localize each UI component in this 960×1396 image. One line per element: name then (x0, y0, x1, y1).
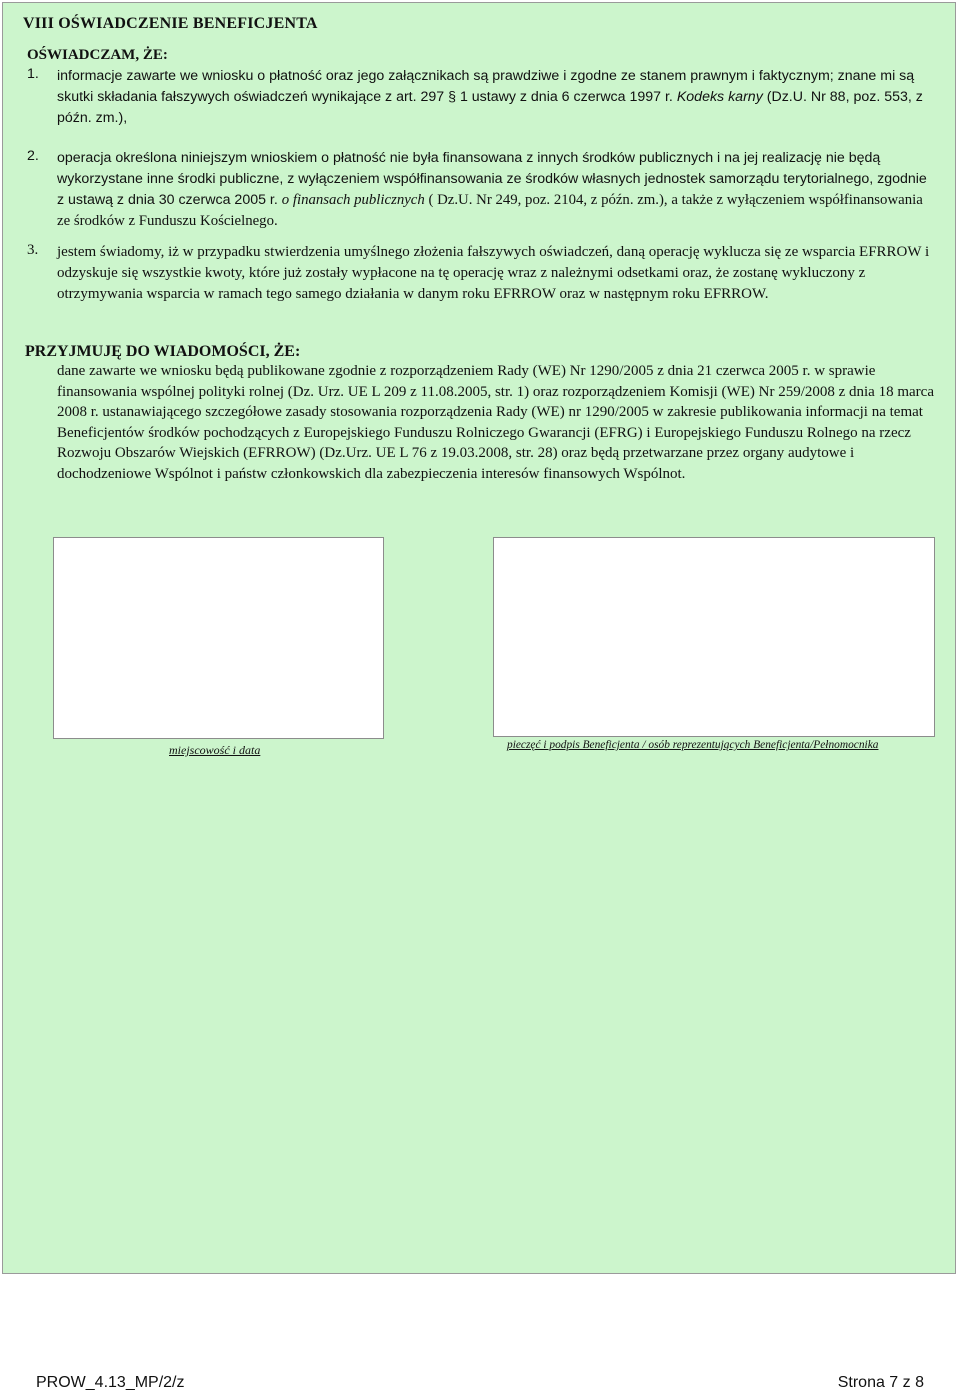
section-title: VIII OŚWIADCZENIE BENEFICJENTA (23, 15, 318, 32)
page-number: Strona 7 z 8 (837, 1374, 924, 1391)
statute-title: Kodeks karny (676, 89, 763, 105)
place-date-field[interactable] (53, 537, 384, 739)
acknowledgement-text: dane zawarte we wniosku będą publikowane zgodnie z rozporządzeniem Rady (WE) Nr 1290/2005 z dnia 21 czerwca 2005 r. w sprawie finansowania wspólnej polityki rolnej (Dz. Urz. UE L 209 z 11.08.2005, str. 1) oraz rozporządzeniem Komisji (WE) Nr 259/2008 z dnia 18 marca 2008 r. ustanawiającego szczegółowe zasady stosowania rozporządzenia Rady (WE) nr 1290/2005 w zakresie publikowania informacji na temat Beneficjentów środków pochodzących z Europejskiego Funduszu Rolniczego Gwarancji (EFRG) i Europejskiego Funduszu Rolnego na rzecz Rozwoju Obszarów Wiejskich (EFRROW) (Dz.Urz. UE L 76 z 19.03.2008, str. 28) oraz będą przetwarzane przez organy audytowe i dochodzeniowe Wspólnot i państw członkowskich dla zabezpieczenia interesów finansowych Wspólnot. (57, 363, 934, 482)
acknowledgement-heading: PRZYJMUJĘ DO WIADOMOŚCI, ŻE: (25, 343, 301, 360)
item-number-3: 3. (27, 242, 39, 258)
declaration-panel (2, 2, 956, 1274)
signature-label: pieczęć i podpis Beneficjenta / osób reprezentujących Beneficjenta/Pełnomocnika (507, 739, 879, 751)
item-number-2: 2. (27, 148, 39, 164)
declaration-item-3: jestem świadomy, iż w przypadku stwierdzenia umyślnego złożenia fałszywych oświadczeń, daną operację wyklucza się ze wsparcia EFRROW i odzyskuje się wszystkie kwoty, które już zostały wypłacone na tę operację wraz z należnymi odsetkami oraz, że zostanę wykluczony z otrzymywania wsparcia w ramach tego samego działania w danym roku EFRROW oraz w następnym roku EFRROW. (57, 244, 930, 302)
declaration-item-1: informacje zawarte we wniosku o płatność oraz jego załącznikach są prawdziwe i zgodne ze stanem prawnym i faktycznym; znane mi są skutki składania fałszywych oświadczeń wynikające z art. 297 § 1 ustawy z dnia 6 czerwca 1997 r. Kodeks karny (Dz.U. Nr 88, poz. 553, z późn. zm.), (57, 68, 923, 126)
signature-field[interactable] (493, 537, 935, 737)
item-number-1: 1. (27, 66, 39, 82)
form-code: PROW_4.13_MP/2/z (36, 1374, 185, 1391)
place-date-label: miejscowość i data (169, 743, 261, 757)
declaration-item-2: operacja określona niniejszym wnioskiem o płatność nie była finansowana z innych środków publicznych i na jej realizację nie będą wykorzystane inne środki publiczne, z wyłączeniem współfinansowania ze środków własnych jednostek samorządu terytorialnego, zgodnie z ustawą z dnia 30 czerwca 2005 r. o finansach publicznych ( Dz.U. Nr 249, poz. 2104, z późn. zm.), a także z wyłączeniem współfinansowania ze środków z Funduszu Kościelnego. (57, 150, 927, 229)
statute-title: o finansach publicznych (281, 192, 425, 208)
declaration-heading: OŚWIADCZAM, ŻE: (27, 47, 168, 63)
